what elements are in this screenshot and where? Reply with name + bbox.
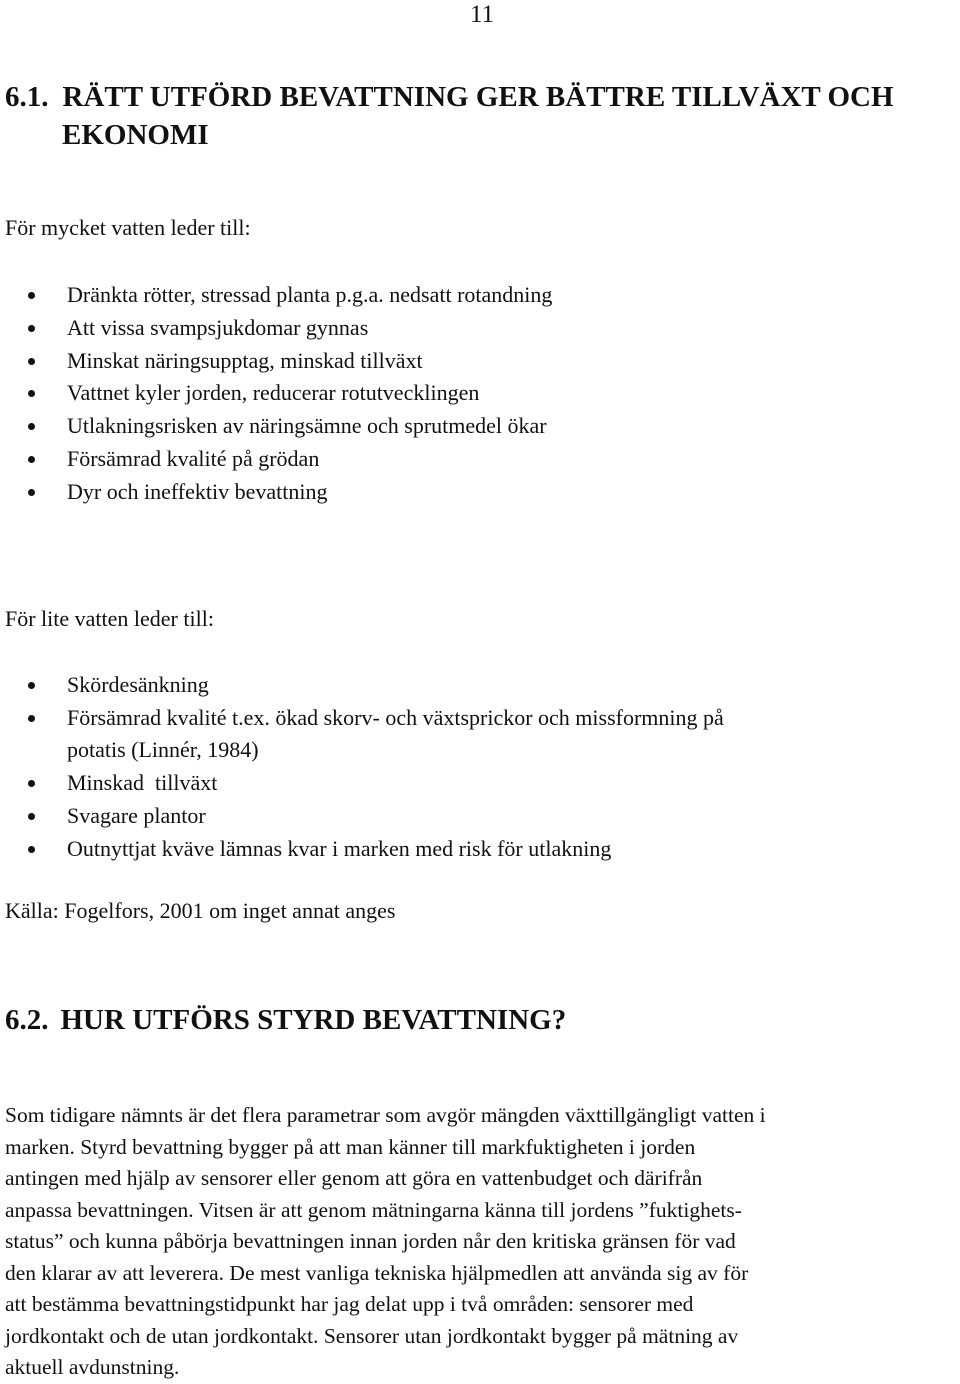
section-title-line2: EKONOMI xyxy=(62,119,209,151)
list-item: Minskat näringsupptag, minskad tillväxt xyxy=(0,345,940,378)
bullet-icon xyxy=(28,780,35,787)
list-item: Utlakningsrisken av näringsämne och sprutmedel ökar xyxy=(0,410,940,443)
section-number: 6.2. xyxy=(5,1004,49,1036)
list-item: Svagare plantor xyxy=(0,800,940,833)
section-title: HUR UTFÖRS STYRD BEVATTNING? xyxy=(60,1004,567,1036)
list-item: Dränkta rötter, stressad planta p.g.a. nedsatt rotandning xyxy=(0,279,940,312)
source-note: Källa: Fogelfors, 2001 om inget annat anges xyxy=(5,898,396,923)
bullet-icon xyxy=(28,682,35,689)
bullet-icon xyxy=(28,456,35,463)
bullet-icon xyxy=(28,325,35,332)
too-little-water-intro: För lite vatten leder till: xyxy=(5,606,214,631)
list-item: Outnyttjat kväve lämnas kvar i marken med risk för utlakning xyxy=(0,833,940,866)
bullet-icon xyxy=(28,390,35,397)
list-item: Att vissa svampsjukdomar gynnas xyxy=(0,312,940,345)
bullet-icon xyxy=(28,813,35,820)
list-item: Minskad tillväxt xyxy=(0,767,940,800)
list-item: Försämrad kvalité på grödan xyxy=(0,443,940,476)
bullet-icon xyxy=(28,358,35,365)
bullet-icon xyxy=(28,489,35,496)
bullet-icon xyxy=(28,292,35,299)
section-heading-6-2 xyxy=(5,1002,566,1038)
list-item: Skördesänkning xyxy=(0,669,940,702)
bullet-icon xyxy=(28,715,35,722)
list-item: Vattnet kyler jorden, reducerar rotutvecklingen xyxy=(0,377,940,410)
too-little-water-list xyxy=(0,669,940,865)
list-item: Försämrad kvalité t.ex. ökad skorv- och växtsprickor och missformning på potatis (Linnér, 1984) xyxy=(0,702,940,767)
body-paragraph: Som tidigare nämnts är det flera parametrar som avgör mängden växttillgängligt vatten i marken. Styrd bevattning bygger på att man känner till markfuktigheten i jorden antingen med hjälp av sensorer eller genom att göra en vattenbudget och därifrån anpassa bevattningen. Vitsen är att genom mätningarna känna till jordens ”fuktighets- status” och kunna påbörja bevattningen innan jorden når den kritiska gränsen för vad den klarar av att leverera. De mest vanliga tekniska hjälpmedlen att använda sig av för att bestämma bevattningstidpunkt har jag delat upp i två områden: sensorer med jordkontakt och de utan jordkontakt. Sensorer utan jordkontakt bygger på mätning av aktuell avdunstning. xyxy=(5,1103,766,1379)
bullet-icon xyxy=(28,423,35,430)
too-much-water-list xyxy=(0,279,940,509)
section-number: 6.1. xyxy=(5,81,49,113)
bullet-icon xyxy=(28,846,35,853)
too-much-water-intro: För mycket vatten leder till: xyxy=(5,215,251,240)
section-heading-6-1 xyxy=(5,78,955,154)
list-item: Dyr och ineffektiv bevattning xyxy=(0,476,940,509)
section-title-line1: RÄTT UTFÖRD BEVATTNING GER BÄTTRE TILLVÄXT OCH xyxy=(62,81,894,113)
page-number: 11 xyxy=(470,1,495,28)
